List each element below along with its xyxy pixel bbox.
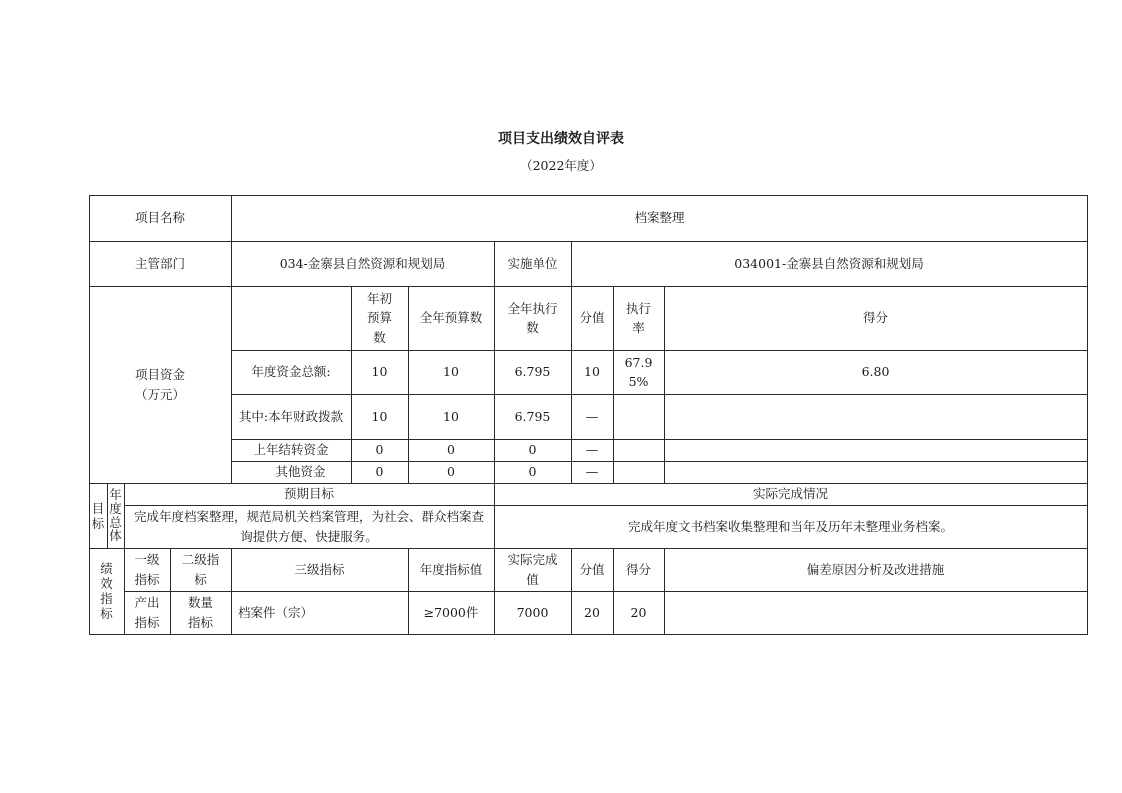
header-score-weight: 分值 [579,310,605,326]
indicator-target: ≥7000件 [423,604,479,620]
funds-row-rate [613,439,664,461]
actual-result-header: 实际完成情况 [752,486,828,502]
funds-row-weight: 10 [584,364,600,380]
goals-side-label: 目标 [91,500,105,531]
actual-result-text: 完成年度文书档案收集整理和当年及历年未整理业务档案。 [627,518,953,534]
header-annual-budget: 全年预算数 [419,310,483,326]
funds-row-weight: — [585,464,599,480]
funds-row-rate [613,461,664,483]
funds-row-annual: 10 [443,408,459,424]
header-target-value: 年度指标值 [419,561,483,577]
header-level3: 三级指标 [294,561,345,577]
funds-row-weight: — [585,408,599,424]
indicator-analysis [664,591,1087,634]
expected-goal-header: 预期目标 [283,486,334,502]
header-score: 得分 [625,561,651,577]
header-annual-execution: 全年执行数 [507,300,558,335]
document-year: （2022年度） [520,158,602,173]
goals-annual-label: 年度总体 [109,487,122,544]
header-score: 得分 [862,310,888,326]
funds-row-execution: 0 [528,464,537,480]
funds-row-initial: 0 [375,442,384,458]
implementing-unit-value: 034001-金寨县自然资源和规划局 [734,255,924,271]
funds-row-label: 其他资金 [275,464,326,480]
funds-label: 项目资金（万元） [134,367,185,402]
department-value: 034-金寨县自然资源和规划局 [279,255,446,271]
project-name-label: 项目名称 [134,210,185,226]
document-title: 项目支出绩效自评表 [498,131,624,147]
funds-row-annual: 0 [447,464,455,480]
header-execution-rate: 执行率 [625,300,651,335]
funds-row-score [664,439,1087,461]
funds-row-initial: 10 [371,364,388,380]
funds-row-initial: 10 [371,408,388,424]
funds-row-rate [613,394,664,439]
indicators-side-label: 绩效指标 [100,561,113,621]
funds-row-weight: — [585,442,599,458]
funds-row-annual: 0 [447,442,455,458]
indicator-level2: 数量指标 [187,595,213,630]
funds-row-annual: 10 [443,364,459,380]
funds-row-label: 年度资金总额: [251,364,331,380]
funds-row-execution: 0 [528,442,537,458]
funds-row-label: 其中:本年财政拨款 [238,408,344,424]
header-actual-value: 实际完成值 [507,552,558,587]
expected-goal-text: 完成年度档案整理，规范局机关档案管理，为社会、群众档案查询提供方便、快捷服务。 [133,509,484,544]
indicator-score: 20 [630,604,647,620]
funds-row-execution: 6.795 [514,408,551,424]
indicator-weight: 20 [584,604,600,620]
funds-row-label: 上年结转资金 [253,442,329,458]
indicator-level3: 档案件（宗） [238,604,314,620]
header-level2: 二级指标 [181,552,220,587]
funds-row-execution: 6.795 [514,364,551,380]
department-label: 主管部门 [134,255,185,271]
header-weight: 分值 [579,561,605,577]
indicator-level1: 产出指标 [134,595,160,630]
header-deviation-analysis: 偏差原因分析及改进措施 [806,561,945,577]
header-initial-budget: 年初预算数 [366,290,392,345]
implementing-unit-label: 实施单位 [507,255,558,271]
indicator-actual: 7000 [516,604,549,620]
funds-row-score [664,461,1087,483]
project-name-value: 档案整理 [634,210,685,226]
funds-row-initial: 0 [375,464,384,480]
funds-row-score [664,394,1087,439]
header-level1: 一级指标 [134,552,160,587]
funds-row-score: 6.80 [861,364,890,380]
funds-row-rate: 67.95% [624,354,653,389]
